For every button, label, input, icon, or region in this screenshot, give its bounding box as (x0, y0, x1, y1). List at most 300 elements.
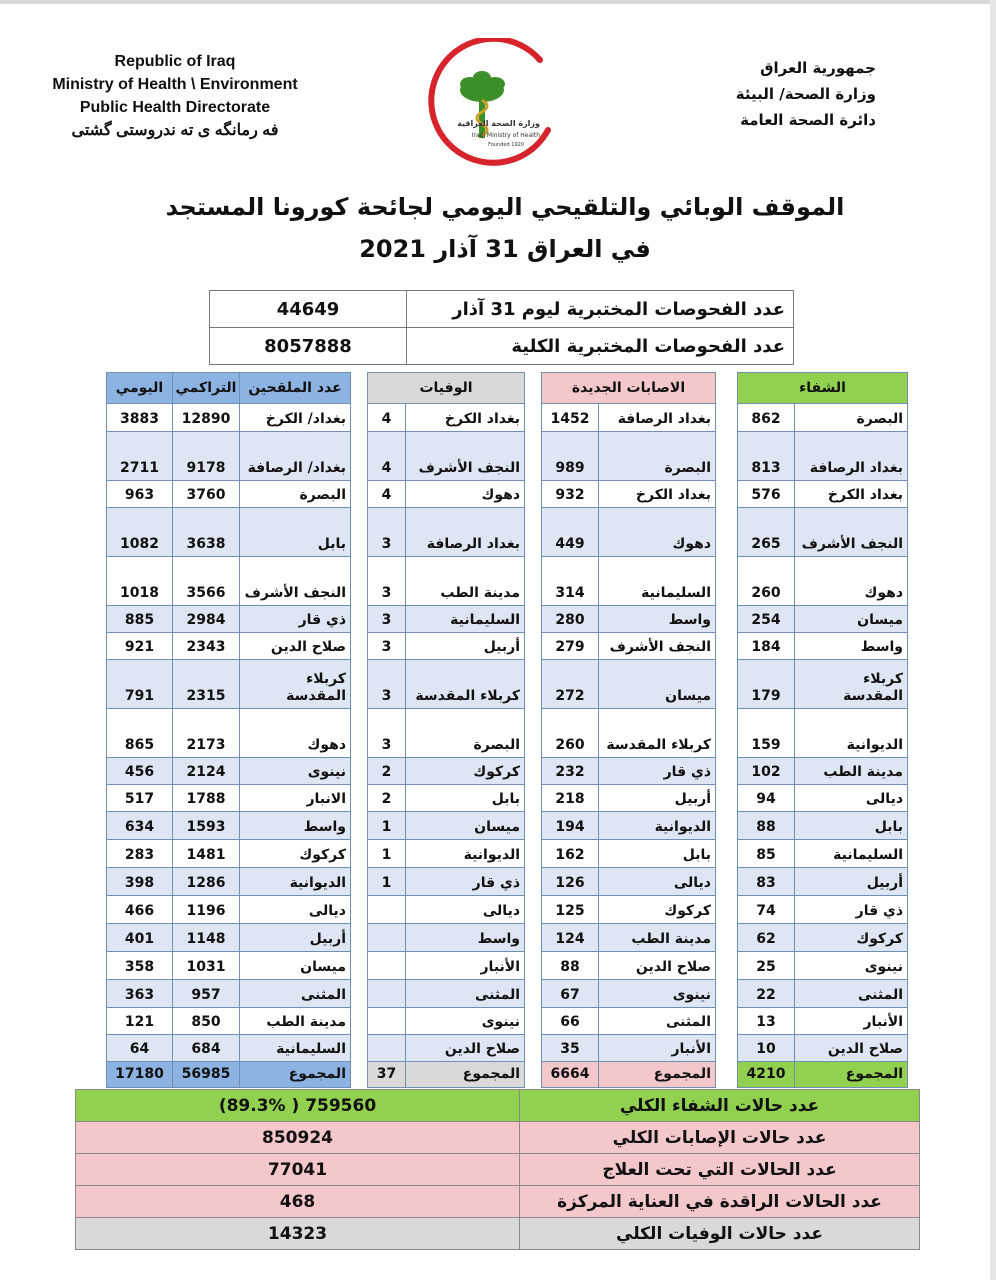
governorate-name: بغداد الكرخ (795, 481, 908, 508)
governorate-name: ذي قار (795, 896, 908, 924)
recovered-table (737, 372, 908, 1088)
count-value: 67 (542, 980, 599, 1008)
summary-value: 77041 (76, 1154, 520, 1186)
table-row (368, 896, 525, 924)
governorate-name: الديوانية (406, 840, 525, 868)
header-ar-line: جمهورية العراق (760, 59, 876, 77)
governorate-name: صلاح الدين (240, 633, 351, 660)
table-row (738, 924, 908, 952)
governorate-name: نينوى (240, 758, 351, 785)
table-row (368, 660, 525, 709)
count-value: 232 (542, 758, 599, 785)
daily-value: 466 (107, 896, 173, 924)
count-value: 4 (368, 481, 406, 508)
daily-value: 363 (107, 980, 173, 1008)
summary-value: 14323 (76, 1218, 520, 1250)
daily-value: 791 (107, 660, 173, 709)
header-arabic (676, 55, 876, 133)
new-cases-table (541, 372, 716, 1088)
table-row (368, 404, 525, 432)
deaths-table (367, 372, 525, 1088)
table-row (107, 606, 351, 633)
count-value: 2 (368, 785, 406, 812)
daily-value: 283 (107, 840, 173, 868)
daily-value: 64 (107, 1035, 173, 1062)
table-row (107, 404, 351, 432)
table-row (542, 840, 716, 868)
count-value: 254 (738, 606, 795, 633)
count-value: 265 (738, 508, 795, 557)
governorate-name: الديوانية (599, 812, 716, 840)
table-row (368, 1035, 525, 1062)
count-value: 449 (542, 508, 599, 557)
table-row (542, 868, 716, 896)
governorate-name: ذي قار (406, 868, 525, 896)
cumulative-value: 9178 (173, 432, 240, 481)
governorate-name: ذي قار (240, 606, 351, 633)
table-row (542, 896, 716, 924)
governorate-name: كركوك (406, 758, 525, 785)
governorate-name: ديالى (406, 896, 525, 924)
recovered-header: الشفاء (738, 373, 908, 404)
daily-value: 2711 (107, 432, 173, 481)
governorate-name: مدينة الطب (795, 758, 908, 785)
daily-value: 3883 (107, 404, 173, 432)
total-label: المجموع (240, 1062, 351, 1088)
governorate-name: كربلاء المقدسة (240, 660, 351, 709)
governorate-name: الديوانية (240, 868, 351, 896)
table-row (542, 980, 716, 1008)
table-row (542, 606, 716, 633)
table-row (368, 633, 525, 660)
header-kurdish-line: فه رمانگه ی ته ندروستی گشتی (71, 122, 279, 139)
count-value: 62 (738, 924, 795, 952)
summary-value: 850924 (76, 1122, 520, 1154)
summary-value: 759560 ( 89.3%) (76, 1090, 520, 1122)
daily-value: 456 (107, 758, 173, 785)
cumulative-value: 1148 (173, 924, 240, 952)
governorate-name: صلاح الدين (795, 1035, 908, 1062)
governorate-name: بابل (240, 508, 351, 557)
table-row (107, 1008, 351, 1035)
governorate-name: ميسان (795, 606, 908, 633)
cumulative-value: 1031 (173, 952, 240, 980)
table-row (542, 481, 716, 508)
count-value: 862 (738, 404, 795, 432)
count-value: 1 (368, 812, 406, 840)
table-row (368, 980, 525, 1008)
governorate-name: نينوى (795, 952, 908, 980)
cumulative-value: 2984 (173, 606, 240, 633)
table-row (368, 432, 525, 481)
ministry-logo (420, 38, 570, 168)
governorate-name: نينوى (406, 1008, 525, 1035)
governorate-name: بغداد الكرخ (599, 481, 716, 508)
count-value: 218 (542, 785, 599, 812)
governorate-name: النجف الأشرف (599, 633, 716, 660)
governorate-name: بغداد الرصافة (406, 508, 525, 557)
count-value: 813 (738, 432, 795, 481)
table-row (542, 785, 716, 812)
daily-value: 634 (107, 812, 173, 840)
table-row (542, 660, 716, 709)
total-row (738, 1062, 908, 1088)
table-row (738, 633, 908, 660)
governorate-name: البصرة (406, 709, 525, 758)
count-value: 3 (368, 557, 406, 606)
governorate-name: النجف الأشرف (795, 508, 908, 557)
count-value: 1 (368, 840, 406, 868)
table-row (107, 709, 351, 758)
count-value: 260 (738, 557, 795, 606)
total-label: المجموع (599, 1062, 716, 1088)
cumulative-value: 2173 (173, 709, 240, 758)
table-row (368, 606, 525, 633)
table-row (738, 785, 908, 812)
lab-tests-table (209, 290, 794, 365)
daily-value: 865 (107, 709, 173, 758)
daily-value: 921 (107, 633, 173, 660)
table-row (107, 785, 351, 812)
governorate-name: صلاح الدين (406, 1035, 525, 1062)
header-ar-line: دائرة الصحة العامة (740, 111, 876, 129)
deaths-rows (368, 404, 525, 1088)
count-value: 126 (542, 868, 599, 896)
count-value: 576 (738, 481, 795, 508)
count-value: 3 (368, 660, 406, 709)
count-value: 4 (368, 404, 406, 432)
count-value: 162 (542, 840, 599, 868)
governorate-name: بغداد الرصافة (599, 404, 716, 432)
table-row (542, 1008, 716, 1035)
count-value (368, 896, 406, 924)
table-row (542, 758, 716, 785)
summary-label: عدد حالات الإصابات الكلي (520, 1122, 920, 1154)
table-row (107, 840, 351, 868)
governorate-name: مدينة الطب (599, 924, 716, 952)
table-row (738, 840, 908, 868)
table-row (542, 432, 716, 481)
table-row (107, 758, 351, 785)
logo-text-ar: وزارة الصحة العراقية (457, 119, 540, 128)
count-value: 260 (542, 709, 599, 758)
governorate-name: البصرة (599, 432, 716, 481)
daily-value: 398 (107, 868, 173, 896)
count-value (368, 952, 406, 980)
table-row (107, 952, 351, 980)
count-value (368, 980, 406, 1008)
count-value: 280 (542, 606, 599, 633)
count-value: 102 (738, 758, 795, 785)
table-row (738, 660, 908, 709)
table-row (107, 660, 351, 709)
table-row (107, 1035, 351, 1062)
daily-value: 1082 (107, 508, 173, 557)
table-row (542, 709, 716, 758)
cumulative-value: 850 (173, 1008, 240, 1035)
vaccinated-header-cumulative: التراكمي (173, 373, 240, 404)
cumulative-value: 1788 (173, 785, 240, 812)
table-row (107, 868, 351, 896)
total-value: 4210 (738, 1062, 795, 1088)
table-row (368, 1008, 525, 1035)
count-value: 25 (738, 952, 795, 980)
governorate-name: نينوى (599, 980, 716, 1008)
cumulative-value: 1196 (173, 896, 240, 924)
governorate-name: أربيل (240, 924, 351, 952)
total-value: 6664 (542, 1062, 599, 1088)
summary-row (76, 1090, 920, 1122)
logo-text-en: Iraqi Ministry of Health (471, 132, 540, 139)
count-value: 159 (738, 709, 795, 758)
total-value: 37 (368, 1062, 406, 1088)
summary-row (76, 1154, 920, 1186)
total-tests-value: 8057888 (210, 328, 407, 365)
governorate-name: واسط (406, 924, 525, 952)
table-row (368, 840, 525, 868)
governorate-name: واسط (795, 633, 908, 660)
count-value: 3 (368, 633, 406, 660)
cumulative-value: 2343 (173, 633, 240, 660)
table-row (368, 508, 525, 557)
count-value (368, 1008, 406, 1035)
cumulative-value: 3566 (173, 557, 240, 606)
governorate-name: ديالى (795, 785, 908, 812)
governorate-name: السليمانية (240, 1035, 351, 1062)
table-row (107, 896, 351, 924)
table-row (368, 952, 525, 980)
table-row (542, 508, 716, 557)
table-row (542, 633, 716, 660)
table-row (542, 924, 716, 952)
daily-tests-value: 44649 (210, 291, 407, 328)
report-title: الموقف الوبائي والتلقيحي اليومي لجائحة كورونا المستجد (165, 193, 845, 221)
summary-label: عدد حالات الوفيات الكلي (520, 1218, 920, 1250)
table-row (542, 404, 716, 432)
governorate-name: الأنبار (406, 952, 525, 980)
count-value: 74 (738, 896, 795, 924)
governorate-name: واسط (599, 606, 716, 633)
total-cumulative: 56985 (173, 1062, 240, 1088)
governorate-name: بغداد/ الكرخ (240, 404, 351, 432)
cumulative-value: 2124 (173, 758, 240, 785)
cumulative-value: 3638 (173, 508, 240, 557)
table-row (107, 980, 351, 1008)
table-row (542, 812, 716, 840)
governorate-name: بغداد/ الرصافة (240, 432, 351, 481)
deaths-header: الوفيات (368, 373, 525, 404)
governorate-name: أربيل (406, 633, 525, 660)
governorate-name: السليمانية (406, 606, 525, 633)
cumulative-value: 1481 (173, 840, 240, 868)
governorate-name: دهوك (599, 508, 716, 557)
recovered-rows (738, 404, 908, 1088)
table-row (738, 606, 908, 633)
total-label: المجموع (795, 1062, 908, 1088)
count-value: 35 (542, 1035, 599, 1062)
governorate-name: السليمانية (795, 840, 908, 868)
table-row (107, 481, 351, 508)
count-value: 184 (738, 633, 795, 660)
table-row (368, 709, 525, 758)
count-value: 279 (542, 633, 599, 660)
governorate-name: كربلاء المقدسة (795, 660, 908, 709)
governorate-name: مدينة الطب (406, 557, 525, 606)
total-row (107, 1062, 351, 1088)
header-en-line: Ministry of Health \ Environment (52, 76, 298, 93)
table-row (368, 557, 525, 606)
count-value: 4 (368, 432, 406, 481)
count-value: 88 (738, 812, 795, 840)
table-row (368, 868, 525, 896)
cumulative-value: 1286 (173, 868, 240, 896)
summary-table (75, 1089, 920, 1250)
governorate-name: ميسان (240, 952, 351, 980)
new-cases-header: الاصابات الجديدة (542, 373, 716, 404)
daily-tests-label: عدد الفحوصات المختبرية ليوم 31 آذار (407, 291, 794, 328)
governorate-name: كربلاء المقدسة (599, 709, 716, 758)
count-value: 124 (542, 924, 599, 952)
table-row (738, 1035, 908, 1062)
table-row (368, 481, 525, 508)
governorate-name: دهوك (795, 557, 908, 606)
table-row (107, 508, 351, 557)
table-row (738, 896, 908, 924)
count-value: 66 (542, 1008, 599, 1035)
cumulative-value: 684 (173, 1035, 240, 1062)
governorate-name: الأنبار (599, 1035, 716, 1062)
table-row (107, 812, 351, 840)
count-value: 932 (542, 481, 599, 508)
governorate-name: النجف الأشرف (406, 432, 525, 481)
table-row (738, 481, 908, 508)
total-tests-label: عدد الفحوصات المختبرية الكلية (407, 328, 794, 365)
governorate-name: كركوك (599, 896, 716, 924)
cumulative-value: 1593 (173, 812, 240, 840)
summary-label: عدد الحالات التي تحت العلاج (520, 1154, 920, 1186)
daily-value: 963 (107, 481, 173, 508)
governorate-name: مدينة الطب (240, 1008, 351, 1035)
total-row (368, 1062, 525, 1088)
table-row (542, 1035, 716, 1062)
table-row (738, 952, 908, 980)
governorate-name: كربلاء المقدسة (406, 660, 525, 709)
new-cases-rows (542, 404, 716, 1088)
count-value: 85 (738, 840, 795, 868)
vaccinated-header-name: عدد الملقحين (240, 373, 351, 404)
count-value: 179 (738, 660, 795, 709)
table-row (738, 1008, 908, 1035)
governorate-name: المثنى (795, 980, 908, 1008)
count-value: 272 (542, 660, 599, 709)
daily-value: 517 (107, 785, 173, 812)
page-edge-top (0, 0, 996, 4)
governorate-name: دهوك (406, 481, 525, 508)
table-row (738, 508, 908, 557)
count-value (368, 924, 406, 952)
daily-value: 1018 (107, 557, 173, 606)
governorate-name: دهوك (240, 709, 351, 758)
governorate-name: السليمانية (599, 557, 716, 606)
table-row (738, 432, 908, 481)
governorate-name: بابل (795, 812, 908, 840)
table-row (107, 432, 351, 481)
vaccinated-rows (107, 404, 351, 1088)
table-row (738, 404, 908, 432)
cumulative-value: 957 (173, 980, 240, 1008)
total-row (542, 1062, 716, 1088)
daily-value: 121 (107, 1008, 173, 1035)
governorate-name: البصرة (795, 404, 908, 432)
table-row (542, 952, 716, 980)
governorate-name: المثنى (406, 980, 525, 1008)
count-value: 3 (368, 606, 406, 633)
governorate-name: النجف الأشرف (240, 557, 351, 606)
vaccinated-table (106, 372, 351, 1088)
count-value: 13 (738, 1008, 795, 1035)
count-value: 94 (738, 785, 795, 812)
governorate-name: المثنى (240, 980, 351, 1008)
table-row (368, 758, 525, 785)
table-row (738, 758, 908, 785)
governorate-name: المثنى (599, 1008, 716, 1035)
count-value: 22 (738, 980, 795, 1008)
daily-value: 885 (107, 606, 173, 633)
header-en-line: Republic of Iraq (114, 53, 236, 70)
governorate-name: بابل (599, 840, 716, 868)
daily-value: 358 (107, 952, 173, 980)
table-row (107, 557, 351, 606)
table-row (542, 557, 716, 606)
summary-label: عدد حالات الشفاء الكلي (520, 1090, 920, 1122)
count-value: 1 (368, 868, 406, 896)
summary-value: 468 (76, 1186, 520, 1218)
governorate-name: البصرة (240, 481, 351, 508)
governorate-name: أربيل (599, 785, 716, 812)
governorate-name: الانبار (240, 785, 351, 812)
governorate-name: ديالى (599, 868, 716, 896)
governorate-name: ميسان (599, 660, 716, 709)
governorate-name: صلاح الدين (599, 952, 716, 980)
vaccinated-header-daily: اليومي (107, 373, 173, 404)
table-row (107, 633, 351, 660)
governorate-name: واسط (240, 812, 351, 840)
daily-value: 401 (107, 924, 173, 952)
table-row (107, 924, 351, 952)
count-value: 88 (542, 952, 599, 980)
count-value: 3 (368, 709, 406, 758)
cumulative-value: 12890 (173, 404, 240, 432)
governorate-name: بابل (406, 785, 525, 812)
table-row (738, 812, 908, 840)
table-row (738, 709, 908, 758)
count-value: 194 (542, 812, 599, 840)
summary-row (76, 1122, 920, 1154)
count-value: 2 (368, 758, 406, 785)
cumulative-value: 2315 (173, 660, 240, 709)
governorate-name: ديالى (240, 896, 351, 924)
governorate-name: الديوانية (795, 709, 908, 758)
governorate-name: ذي قار (599, 758, 716, 785)
governorate-name: ميسان (406, 812, 525, 840)
governorate-name: كركوك (795, 924, 908, 952)
governorate-name: بغداد الرصافة (795, 432, 908, 481)
table-row (368, 785, 525, 812)
summary-row (76, 1186, 920, 1218)
count-value: 83 (738, 868, 795, 896)
table-row (368, 812, 525, 840)
table-row (738, 868, 908, 896)
